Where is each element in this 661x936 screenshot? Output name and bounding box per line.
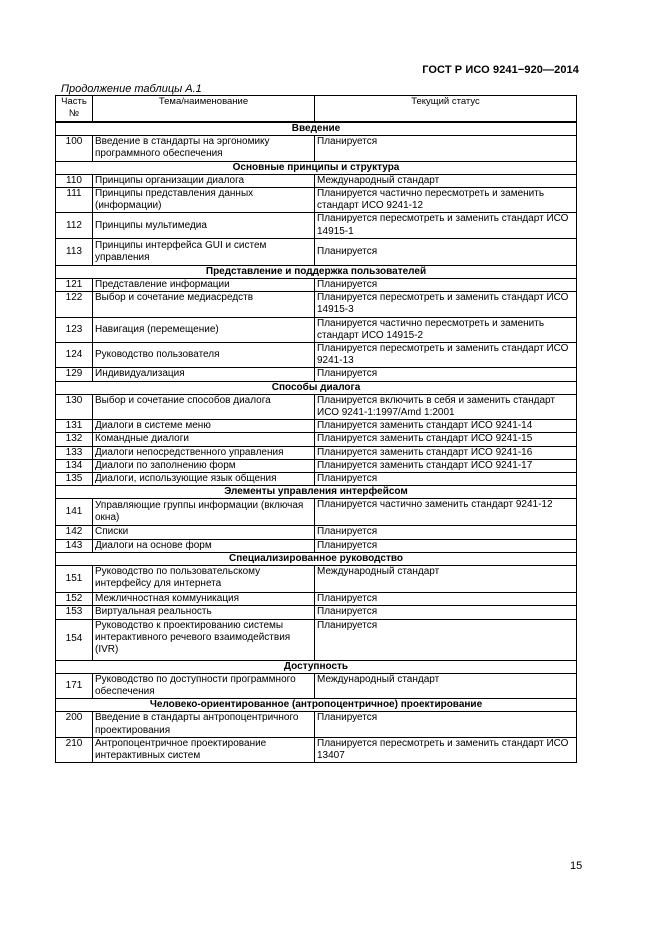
theme-cell: Межличностная коммуникация [93,593,315,606]
part-number-cell: 129 [56,368,93,381]
theme-cell: Командные диалоги [93,433,315,446]
page-number: 15 [570,860,583,872]
status-cell: Планируется [315,593,577,606]
section-title: Введение [56,122,577,136]
table-row [56,420,577,433]
part-number-cell: 133 [56,446,93,459]
theme-cell: Диалоги в системе меню [93,420,315,433]
part-number-cell: 210 [56,737,93,762]
status-cell: Планируется [315,238,577,265]
status-cell: Планируется включить в себя и заменить стандарт ИСО 9241-1:1997/Amd 1:2001 [315,394,577,419]
part-number-cell: 111 [56,188,93,213]
table-row [56,526,577,539]
status-cell: Планируется [315,712,577,737]
table-row [56,737,577,762]
status-cell: Международный стандарт [315,174,577,187]
theme-cell: Принципы представления данных (информации) [93,188,315,213]
table-row [56,566,577,593]
theme-cell: Антропоцентричное проектирование интерактивных систем [93,737,315,762]
table-continuation-caption: Продолжение таблицы А.1 [61,83,202,95]
section-title: Представление и поддержка пользователей [56,265,577,278]
theme-cell: Руководство по доступности программного обеспечения [93,673,315,698]
status-cell: Планируется [315,136,577,161]
part-number-cell: 134 [56,459,93,472]
status-cell: Планируется [315,526,577,539]
table-row [56,473,577,486]
status-cell: Планируется [315,606,577,619]
standards-table [55,95,577,763]
theme-cell: Руководство пользователя [93,343,315,368]
section-header-row [56,660,577,673]
section-header-row [56,265,577,278]
table-row [56,188,577,213]
status-cell: Планируется частично пересмотреть и заменить стандарт ИСО 9241-12 [315,188,577,213]
part-number-cell: 122 [56,292,93,317]
theme-cell: Выбор и сочетание медиасредств [93,292,315,317]
part-number-cell: 123 [56,317,93,342]
section-header-row [56,552,577,565]
section-header-row [56,122,577,136]
table-row [56,343,577,368]
table-row [56,446,577,459]
column-header-status: Текущий статус [315,96,577,123]
part-number-cell: 124 [56,343,93,368]
section-header-row [56,699,577,712]
table-body [56,122,577,763]
status-cell: Планируется пересмотреть и заменить стандарт ИСО 9241-13 [315,343,577,368]
theme-cell: Диалоги, использующие язык общения [93,473,315,486]
part-number-cell: 130 [56,394,93,419]
theme-cell: Принципы организации диалога [93,174,315,187]
column-header-theme: Тема/наименование [93,96,315,123]
theme-cell: Принципы мультимедиа [93,213,315,238]
theme-cell: Навигация (перемещение) [93,317,315,342]
status-cell: Планируется частично заменить стандарт 9241-12 [315,499,577,526]
theme-cell: Диалоги на основе форм [93,539,315,552]
status-cell: Международный стандарт [315,673,577,698]
table-row [56,433,577,446]
part-number-cell: 112 [56,213,93,238]
table-row [56,619,577,660]
table-row [56,292,577,317]
part-number-cell: 132 [56,433,93,446]
table-row [56,174,577,187]
table-row [56,213,577,238]
status-cell: Планируется [315,619,577,660]
table-row [56,136,577,161]
table-row [56,279,577,292]
theme-cell: Диалоги по заполнению форм [93,459,315,472]
part-number-cell: 171 [56,673,93,698]
table-row [56,606,577,619]
table-row [56,539,577,552]
part-number-cell: 121 [56,279,93,292]
status-cell: Международный стандарт [315,566,577,593]
theme-cell: Руководство по пользовательскому интерфейсу для интернета [93,566,315,593]
table-row [56,317,577,342]
part-number-cell: 135 [56,473,93,486]
theme-cell: Введение в стандарты на эргономику программного обеспечения [93,136,315,161]
theme-cell: Индивидуализация [93,368,315,381]
table-row [56,238,577,265]
theme-cell: Руководство к проектированию системы интерактивного речевого взаимодействия (IVR) [93,619,315,660]
theme-cell: Виртуальная реальность [93,606,315,619]
theme-cell: Управляющие группы информации (включая окна) [93,499,315,526]
theme-cell: Представление информации [93,279,315,292]
table-row [56,499,577,526]
part-number-cell: 142 [56,526,93,539]
table-row [56,593,577,606]
section-title: Человеко-ориентированное (антропоцентричное) проектирование [56,699,577,712]
part-number-cell: 110 [56,174,93,187]
status-cell: Планируется частично пересмотреть и заменить стандарт ИСО 14915-2 [315,317,577,342]
part-number-cell: 100 [56,136,93,161]
part-number-cell: 153 [56,606,93,619]
status-cell: Планируется пересмотреть и заменить стандарт ИСО 13407 [315,737,577,762]
part-number-cell: 131 [56,420,93,433]
status-cell: Планируется пересмотреть и заменить стандарт ИСО 14915-3 [315,292,577,317]
table-row [56,712,577,737]
section-header-row [56,381,577,394]
status-cell: Планируется заменить стандарт ИСО 9241-16 [315,446,577,459]
status-cell: Планируется [315,473,577,486]
section-title: Специализированное руководство [56,552,577,565]
part-number-cell: 113 [56,238,93,265]
theme-cell: Введение в стандарты антропоцентричного проектирования [93,712,315,737]
status-cell: Планируется пересмотреть и заменить стандарт ИСО 14915-1 [315,213,577,238]
status-cell: Планируется [315,279,577,292]
section-title: Способы диалога [56,381,577,394]
status-cell: Планируется заменить стандарт ИСО 9241-14 [315,420,577,433]
table-header-row [56,96,577,123]
part-number-cell: 154 [56,619,93,660]
table-row [56,394,577,419]
theme-cell: Диалоги непосредственного управления [93,446,315,459]
document-code: ГОСТ Р ИСО 9241−920—2014 [422,64,579,76]
section-header-row [56,486,577,499]
status-cell: Планируется заменить стандарт ИСО 9241-17 [315,459,577,472]
table-row [56,459,577,472]
status-cell: Планируется [315,539,577,552]
part-number-cell: 152 [56,593,93,606]
section-title: Доступность [56,660,577,673]
table-row [56,673,577,698]
section-header-row [56,161,577,174]
part-number-cell: 200 [56,712,93,737]
part-number-cell: 143 [56,539,93,552]
part-number-cell: 141 [56,499,93,526]
theme-cell: Выбор и сочетание способов диалога [93,394,315,419]
status-cell: Планируется заменить стандарт ИСО 9241-15 [315,433,577,446]
table-row [56,368,577,381]
status-cell: Планируется [315,368,577,381]
section-title: Основные принципы и структура [56,161,577,174]
section-title: Элементы управления интерфейсом [56,486,577,499]
column-header-number: Часть № [56,96,93,123]
theme-cell: Списки [93,526,315,539]
theme-cell: Принципы интерфейса GUI и систем управления [93,238,315,265]
part-number-cell: 151 [56,566,93,593]
